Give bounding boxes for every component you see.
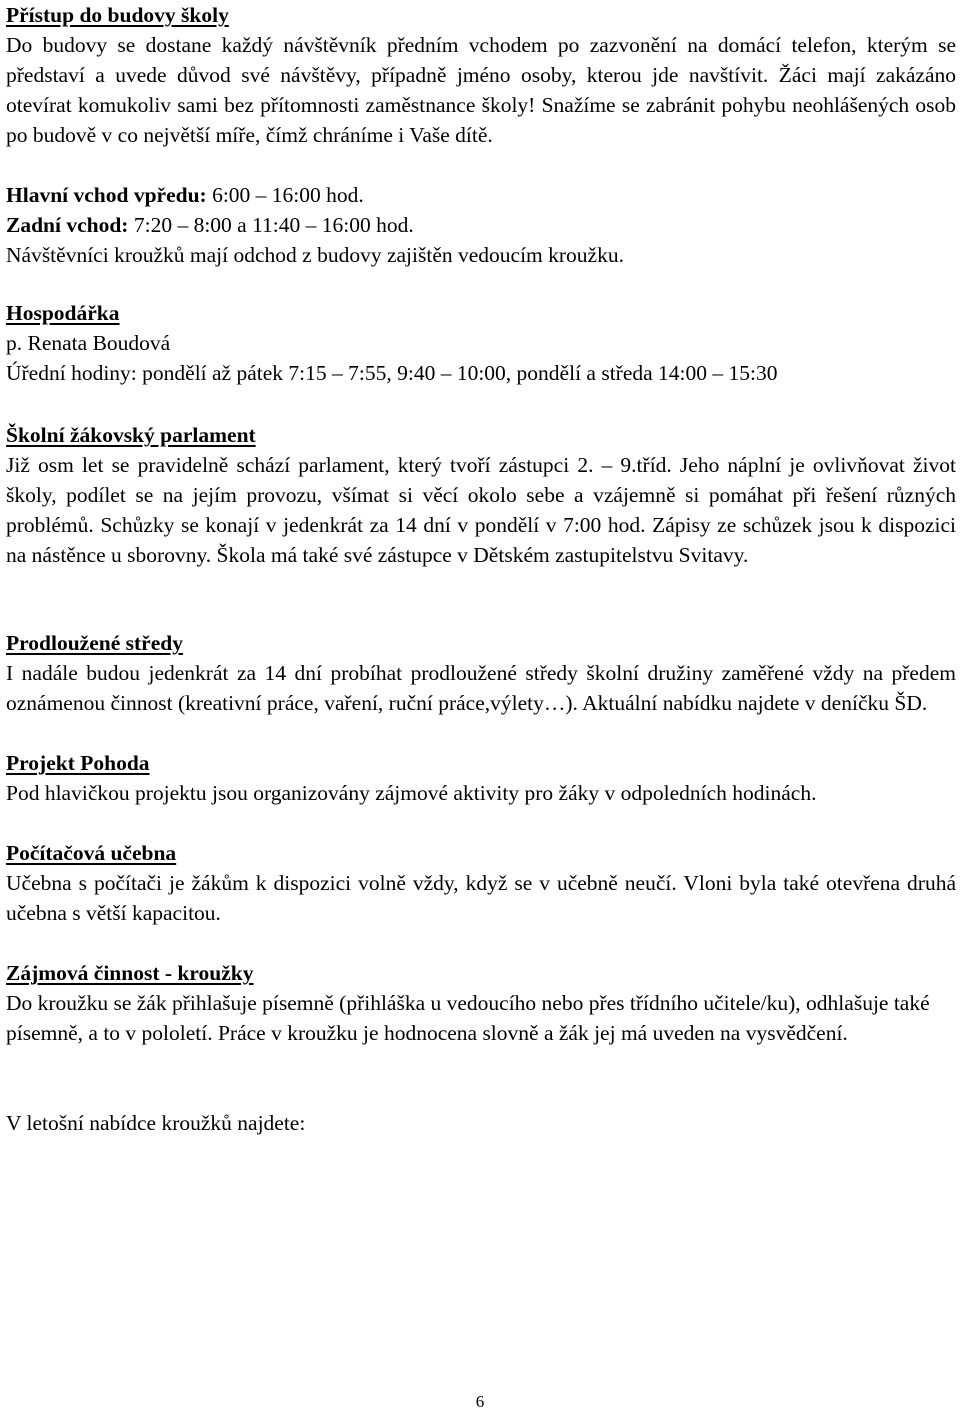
bursar-name: p. Renata Boudová [6, 331, 171, 355]
parliament-paragraph: Již osm let se pravidelně schází parlament, který tvoří zástupci 2. – 9.tříd. Jeho náplní je ovlivňovat život školy, podílet se na jejím provozu, všímat si věcí okolo sebe a vzájemně si pomáhat při řešení různých problémů. Schůzky se konají v jedenkrát za 14 dní v pondělí v 7:00 hod. Zápisy ze schůzek jsou k dispozici na nástěnce u sborovny. Škola má také své zástupce v Dětském zastupitelstvu Svitavy. [6, 453, 956, 567]
back-entrance-label: Zadní vchod: [6, 213, 129, 237]
back-entrance-hours [6, 210, 956, 240]
computer-lab-paragraph: Učebna s počítači je žákům k dispozici volně vždy, když se v učebně neučí. Vloni byla také otevřena druhá učebna s větší kapacitou. [6, 871, 956, 925]
section-extended-wednesdays [6, 628, 956, 718]
pohoda-paragraph: Pod hlavičkou projektu jsou organizovány zájmové aktivity pro žáky v odpoledních hodinách. [6, 781, 817, 805]
section-heading: Prodloužené středy [6, 631, 183, 655]
clubs-offer-intro: V letošní nabídce kroužků najdete: [6, 1111, 306, 1135]
wednesdays-paragraph: I nadále budou jedenkrát za 14 dní probíhat prodloužené středy školní družiny zaměřené vždy na předem oznámenou činnost (kreativní práce, vaření, ruční práce,výlety…). Aktuální nabídku najdete v deníčku ŠD. [6, 661, 956, 715]
section-heading: Zájmová činnost - kroužky [6, 961, 254, 985]
section-bursar [6, 298, 956, 388]
clubs-exit-note: Návštěvníci kroužků mají odchod z budovy zajištěn vedoucím kroužku. [6, 243, 624, 267]
section-clubs [6, 958, 956, 1138]
document-page [6, 0, 956, 1138]
bursar-office-hours: Úřední hodiny: pondělí až pátek 7:15 – 7:55, 9:40 – 10:00, pondělí a středa 14:00 – 15:30 [6, 361, 778, 385]
access-paragraph: Do budovy se dostane každý návštěvník předním vchodem po zazvonění na domácí telefon, kterým se představí a uvede důvod své návštěvy, případně jméno osoby, kterou jde navštívit. Žáci mají zakázáno otevírat komukoliv sami bez přítomnosti zaměstnance školy! Snažíme se zabránit pohybu neohlášených osob po budově v co největší míře, čímž chráníme i Vaše dítě. [6, 33, 956, 147]
section-heading: Hospodářka [6, 301, 120, 325]
section-heading: Školní žákovský parlament [6, 423, 256, 447]
section-computer-lab [6, 838, 956, 928]
section-student-parliament [6, 420, 956, 570]
section-building-access [6, 0, 956, 270]
back-entrance-time: 7:20 – 8:00 a 11:40 – 16:00 hod. [128, 213, 414, 237]
page-number: 6 [475, 1392, 485, 1411]
clubs-paragraph: Do kroužku se žák přihlašuje písemně (přihláška u vedoucího nebo přes třídního učitele/ku), odhlašuje také písemně, a to v pololetí. Práce v kroužku je hodnocena slovně a žák jej má uveden na vysvědčení. [6, 991, 930, 1045]
front-entrance-hours [6, 180, 956, 210]
section-project-pohoda [6, 748, 956, 808]
front-entrance-label: Hlavní vchod vpředu: [6, 183, 207, 207]
section-heading: Přístup do budovy školy [6, 3, 229, 27]
front-entrance-time: 6:00 – 16:00 hod. [206, 183, 364, 207]
section-heading: Projekt Pohoda [6, 751, 150, 775]
section-heading: Počítačová učebna [6, 841, 177, 865]
